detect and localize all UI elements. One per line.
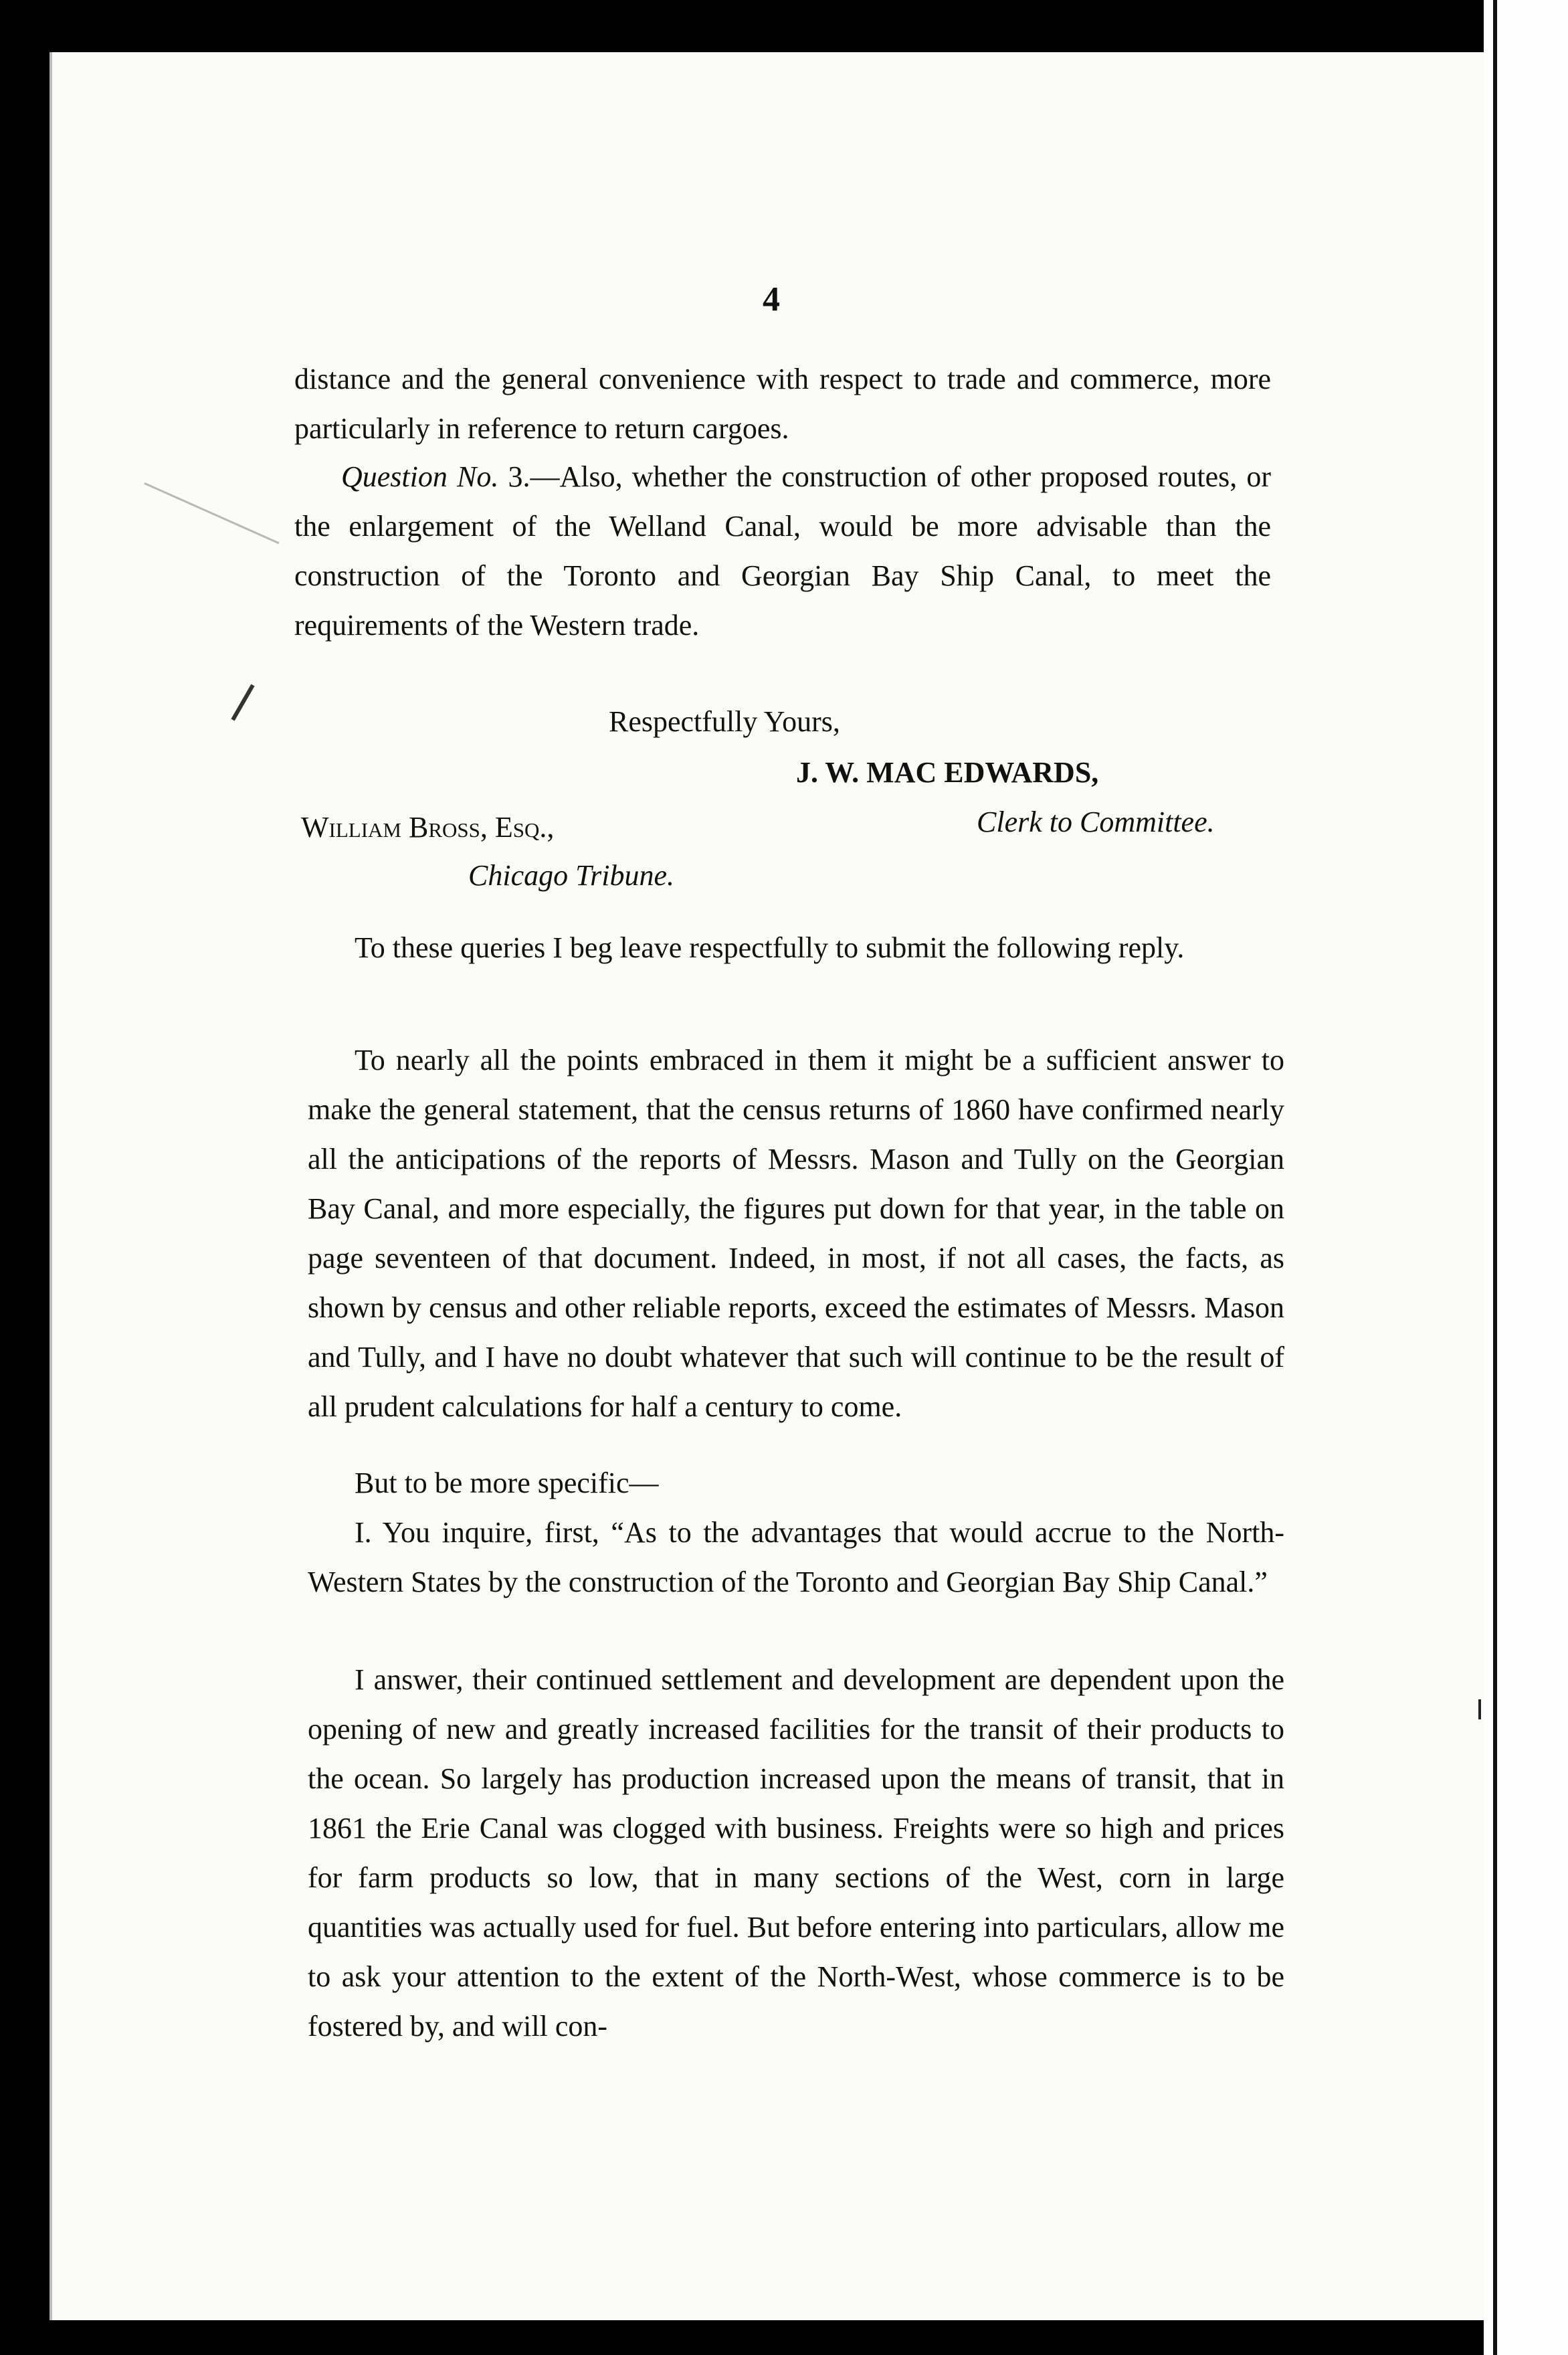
body-paragraph-3: I. You inquire, first, “As to the advantages that would accrue to the North-Western States by the construction of the Toronto and Georgian Bay Ship Canal.” [308, 1516, 1284, 1598]
margin-mark [1478, 1699, 1481, 1719]
reply-introduction: To these queries I beg leave respectfully to submit the following reply. [355, 931, 1185, 964]
signatory-name: J. W. MAC EDWARDS, [796, 756, 1099, 789]
closing: Respectfully Yours, [609, 705, 840, 738]
question-three-text: 3.—Also, whether the construction of other proposed routes, or the enlargement of the Welland Canal, would be more advisable than the construction of the Toronto and Georgian Bay Ship Canal, to meet the requirements of the Western trade. [294, 460, 1272, 642]
binding-line [1493, 0, 1497, 2355]
body-paragraph-1: To nearly all the points embraced in them it might be a sufficient answer to make the general statement, that the census returns of 1860 have confirmed nearly all the anticipations of the reports of Messrs. Mason and Tully on the Georgian Bay Canal, and more especially, the figures put down for that year, in the table on page seventeen of that document. Indeed, in most, if not all cases, the facts, as shown by census and other reliable reports, exceed the estimates of Messrs. Mason and Tully, and I have no doubt whatever that such will continue to be the result of all prudent calculations for half a century to come. [308, 1044, 1284, 1423]
body-paragraph-2: But to be more specific— [355, 1467, 659, 1499]
addressee-organization: Chicago Tribune. [468, 859, 675, 892]
paragraph-continuation: distance and the general convenience with respect to trade and commerce, more particularly in reference to return cargoes. [294, 363, 1271, 445]
page-number: 4 [763, 280, 780, 318]
question-three [294, 452, 1271, 650]
body-paragraph-4: I answer, their continued settlement and development are dependent upon the opening of new and greatly increased facilities for the transit of their products to the ocean. So largely has production increased upon the means of transit, that in 1861 the Erie Canal was clogged with business. Freights were so high and prices for farm products so low, that in many sections of the West, corn in large quantities was actually used for fuel. But before entering into particulars, allow me to ask your attention to the extent of the North-West, whose commerce is to be fostered by, and will con- [308, 1663, 1284, 2043]
addressee-name: William Bross, Esq., [301, 811, 555, 844]
signatory-title: Clerk to Committee. [977, 806, 1215, 838]
question-label: Question No. [341, 460, 499, 493]
